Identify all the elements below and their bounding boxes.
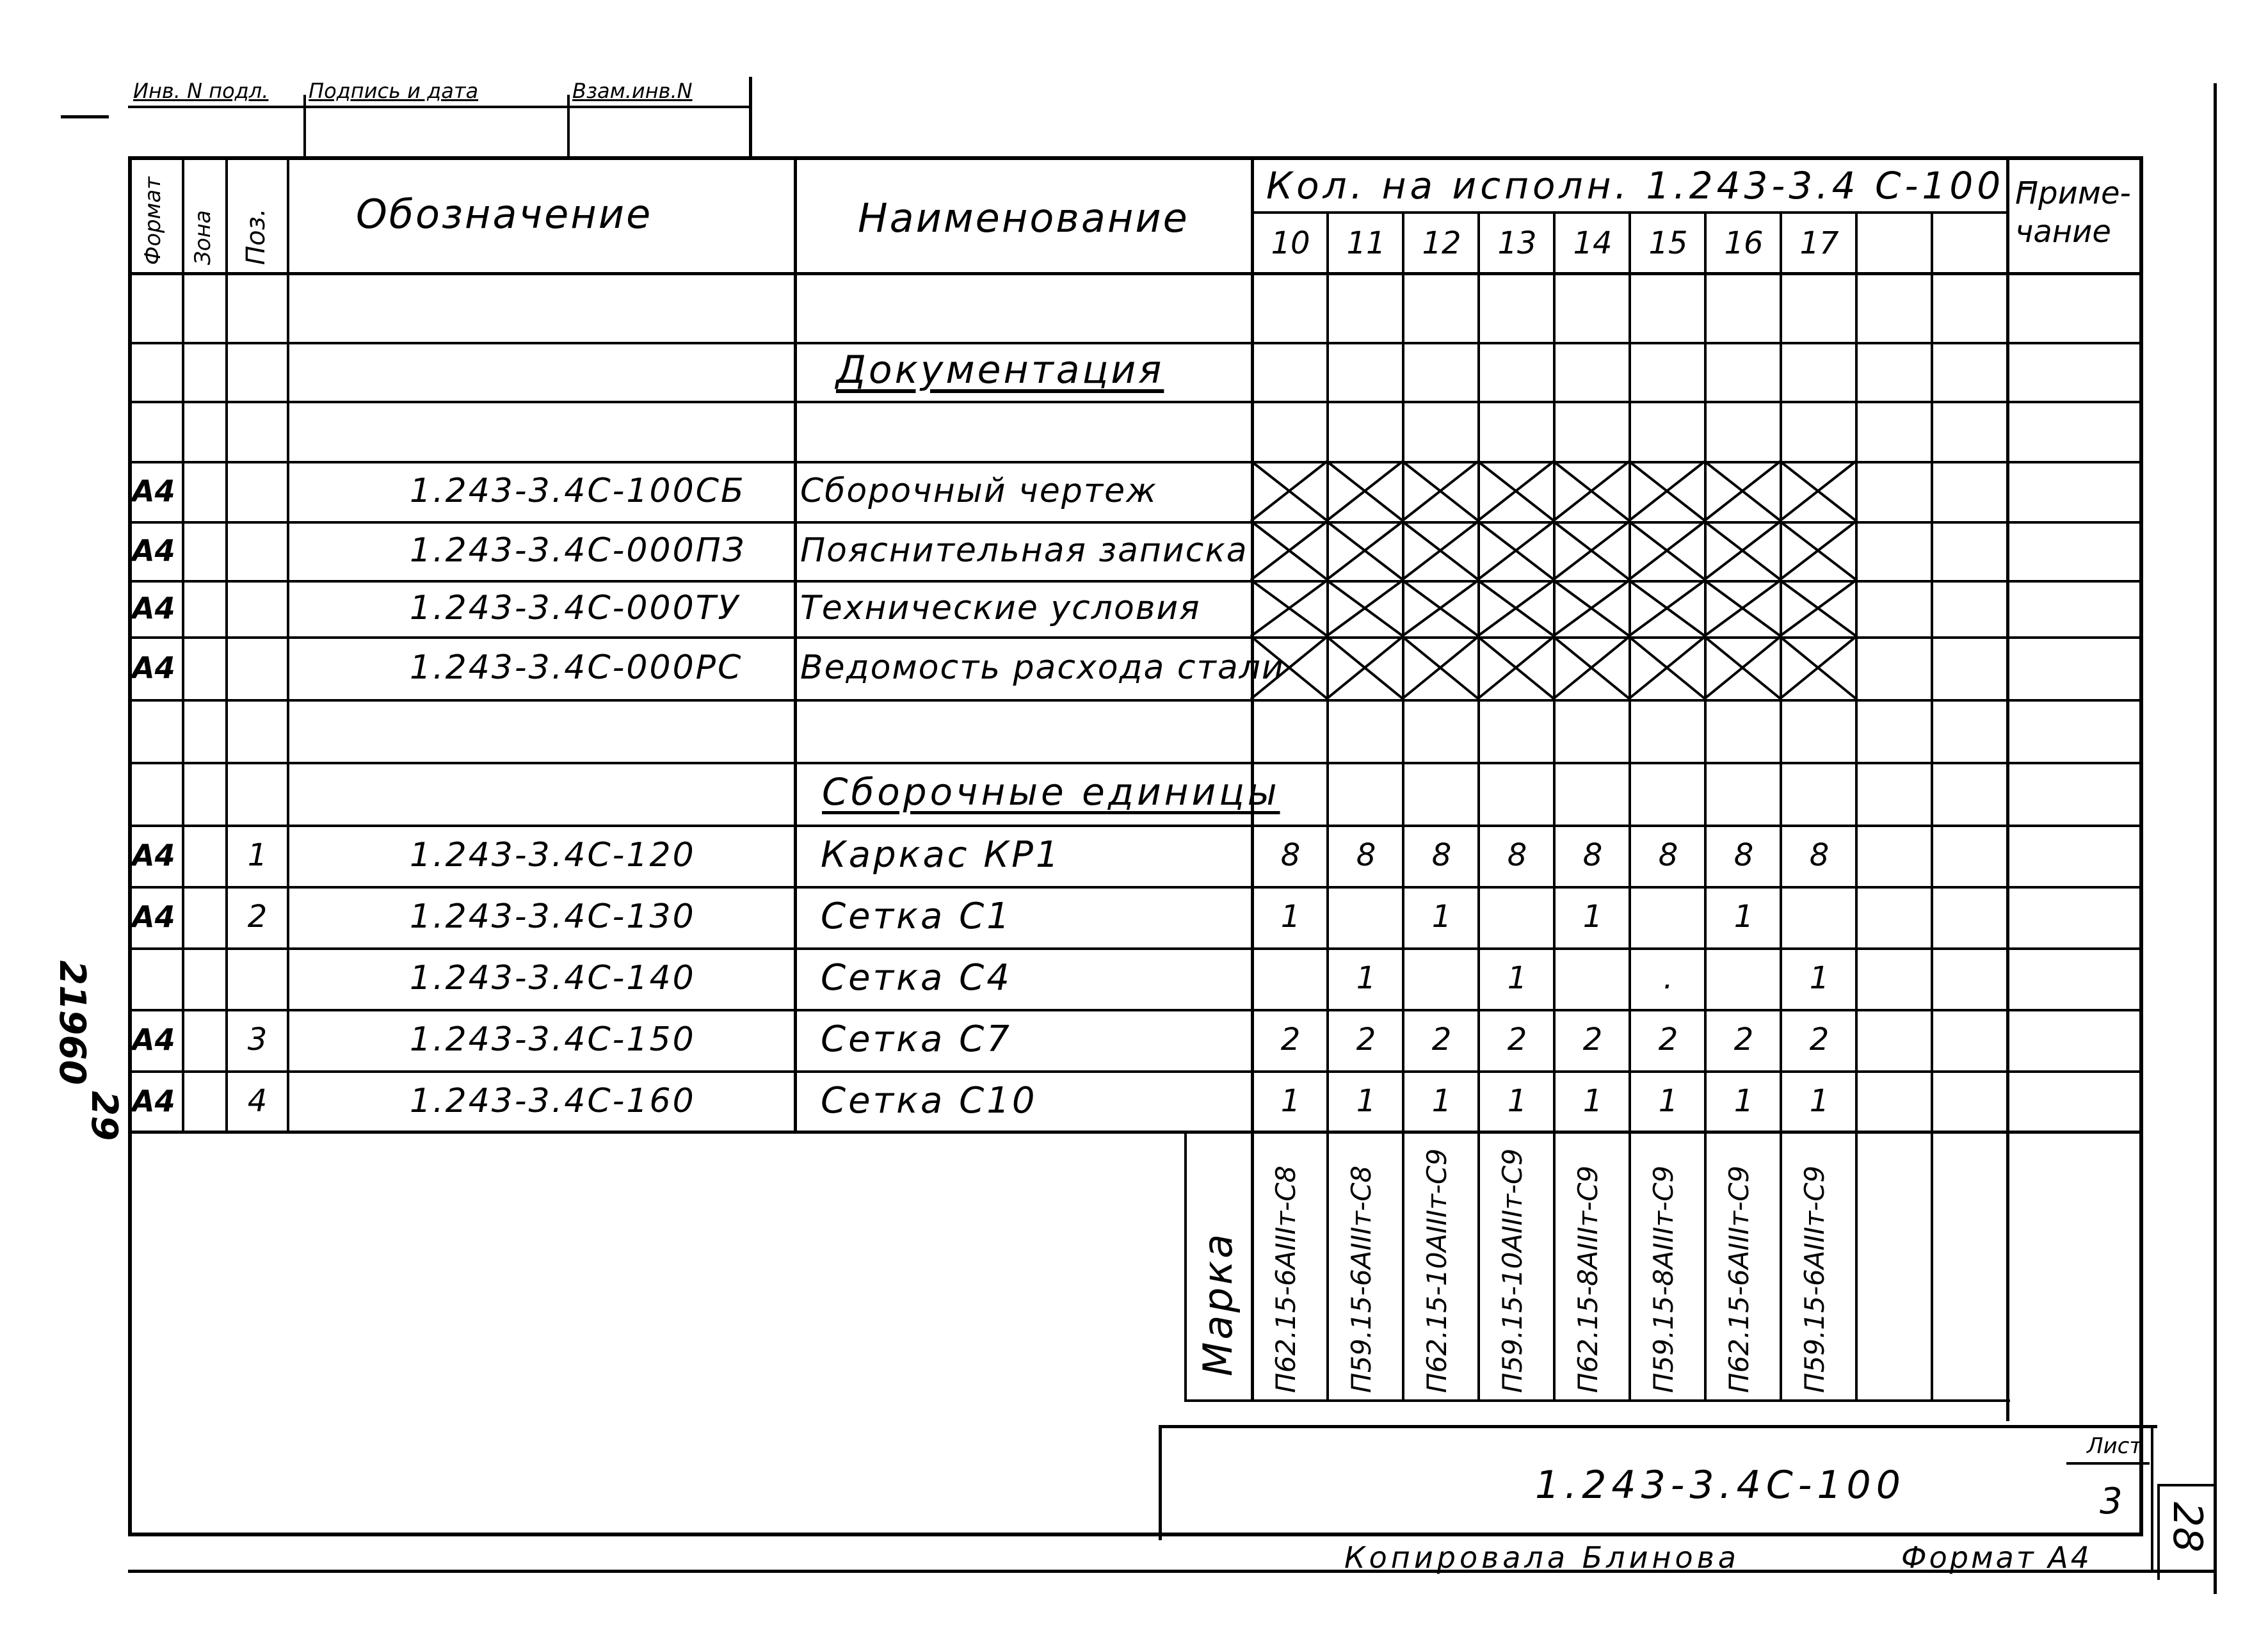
side-number: 29 <box>83 1091 125 1141</box>
unit-row-qty: 8 <box>1809 837 1830 873</box>
unit-row-pos: 1 <box>247 837 268 873</box>
unit-row-pos: 3 <box>247 1022 268 1058</box>
header-zone: Зона <box>190 210 216 265</box>
unit-row-name: Сетка С10 <box>821 1080 1038 1122</box>
doc-row-name: Ведомость расхода стали <box>800 648 1285 687</box>
marka-value: П59.15-8АIIIт-С9 <box>1648 1165 1679 1393</box>
archive-number: 21960 <box>51 960 93 1085</box>
unit-row-qty: 1 <box>1431 899 1452 935</box>
unit-row-qty: 8 <box>1356 837 1376 873</box>
unit-row-qty <box>1707 947 1781 1009</box>
marka-label: Марка <box>1194 1231 1241 1376</box>
unit-row-qty: 2 <box>1582 1022 1603 1058</box>
copied-by: Копировала Блинова <box>1344 1540 1740 1575</box>
marka-value: П59.15-6АIIIт-С8 <box>1346 1165 1377 1393</box>
doc-row-designation: 1.243-3.4С-100СБ <box>410 472 746 510</box>
unit-row-qty: 2 <box>1507 1022 1527 1058</box>
unit-row-qty <box>1480 886 1554 947</box>
stamp-sign-date: Подпись и дата <box>309 79 479 103</box>
sheet-number: 3 <box>2100 1481 2123 1522</box>
unit-row-name: Сетка С1 <box>821 896 1012 937</box>
unit-row-qty: 8 <box>1582 837 1603 873</box>
unit-row-name: Каркас КР1 <box>821 834 1061 876</box>
unit-row-designation: 1.243-3.4С-120 <box>410 836 696 874</box>
unit-row-qty: 8 <box>1431 837 1452 873</box>
unit-row-qty: 1 <box>1507 960 1527 996</box>
unit-row-format: А4 <box>132 1084 175 1118</box>
unit-row-qty: 2 <box>1733 1022 1754 1058</box>
variant-header-6: 15 <box>1648 225 1688 261</box>
section-assemblies: Сборочные единицы <box>822 770 1280 814</box>
unit-row-qty: 2 <box>1658 1022 1678 1058</box>
unit-row-format: А4 <box>132 899 175 934</box>
variant-header-8: 17 <box>1799 225 1839 261</box>
footer-format: Формат А4 <box>1901 1540 2092 1575</box>
variant-header-7: 16 <box>1724 225 1764 261</box>
header-name: Наименование <box>858 195 1189 241</box>
unit-row-pos: 4 <box>247 1083 268 1119</box>
stamp-inv-orig: Инв. N подл. <box>133 79 269 103</box>
unit-row-qty: 1 <box>1280 899 1301 935</box>
unit-row-qty: 1 <box>1356 960 1376 996</box>
unit-row-designation: 1.243-3.4С-160 <box>410 1082 696 1120</box>
doc-row-format: А4 <box>132 591 175 625</box>
doc-row-format: А4 <box>132 533 175 568</box>
marka-value: П59.15-10АIIIт-С9 <box>1497 1148 1528 1393</box>
header-format: Формат <box>140 177 166 265</box>
unit-row-name: Сетка С7 <box>821 1018 1012 1060</box>
unit-row-qty <box>1329 886 1403 947</box>
unit-row-qty <box>1631 886 1705 947</box>
unit-row-qty: 1 <box>1733 1083 1754 1119</box>
unit-row-qty: 8 <box>1507 837 1527 873</box>
unit-row-qty: 8 <box>1280 837 1301 873</box>
unit-row-format: А4 <box>132 838 175 873</box>
unit-row-pos: 2 <box>247 899 268 935</box>
variant-header-3: 12 <box>1422 225 1461 261</box>
variant-header-2: 11 <box>1346 225 1386 261</box>
marka-value: П62.15-6АIIIт-С8 <box>1270 1165 1301 1393</box>
unit-row-format <box>132 947 182 1009</box>
header-designation: Обозначение <box>356 191 653 237</box>
unit-row-pos <box>228 947 287 1009</box>
doc-code: 1.243-3.4С-100 <box>1535 1463 1906 1508</box>
unit-row-name: Сетка С4 <box>821 957 1012 999</box>
variant-header-1: 10 <box>1271 225 1310 261</box>
variant-header-4: 13 <box>1497 225 1537 261</box>
unit-row-qty: 1 <box>1507 1083 1527 1119</box>
unit-row-qty <box>1404 947 1479 1009</box>
unit-row-qty: 1 <box>1431 1083 1452 1119</box>
doc-row-designation: 1.243-3.4С-000РС <box>410 648 743 687</box>
unit-row-qty: 1 <box>1658 1083 1678 1119</box>
header-note: Приме-чание <box>2015 175 2131 250</box>
unit-row-qty <box>1253 947 1328 1009</box>
marka-value: П62.15-10АIIIт-С9 <box>1421 1148 1452 1393</box>
doc-row-name: Пояснительная записка <box>800 531 1248 570</box>
unit-row-qty: 1 <box>1582 1083 1603 1119</box>
marka-value: П62.15-6АIIIт-С9 <box>1723 1165 1755 1393</box>
unit-row-qty: 2 <box>1431 1022 1452 1058</box>
section-documentation: Документация <box>836 348 1164 392</box>
unit-row-qty: 1 <box>1809 1083 1830 1119</box>
doc-row-format: А4 <box>132 650 175 685</box>
header-pos: Поз. <box>241 208 271 265</box>
variant-header-5: 14 <box>1573 225 1613 261</box>
unit-row-qty: 2 <box>1356 1022 1376 1058</box>
unit-row-designation: 1.243-3.4С-130 <box>410 898 696 936</box>
marka-value: П62.15-8АIIIт-С9 <box>1572 1165 1604 1393</box>
unit-row-qty: 2 <box>1809 1022 1830 1058</box>
header-qty: Кол. на исполн. 1.243-3.4 С-100 - <box>1266 164 2038 207</box>
unit-row-qty: 1 <box>1733 899 1754 935</box>
unit-row-qty <box>1556 947 1630 1009</box>
doc-row-format: А4 <box>132 474 175 508</box>
page-number: 28 <box>2164 1502 2211 1552</box>
doc-row-designation: 1.243-3.4С-000ПЗ <box>410 531 746 570</box>
unit-row-qty: . <box>1663 960 1673 996</box>
doc-row-name: Сборочный чертеж <box>800 472 1157 510</box>
doc-row-designation: 1.243-3.4С-000ТУ <box>410 589 741 627</box>
unit-row-qty: 1 <box>1809 960 1830 996</box>
unit-row-qty: 2 <box>1280 1022 1301 1058</box>
unit-row-qty: 8 <box>1658 837 1678 873</box>
sheet-label: Лист <box>2087 1433 2143 1459</box>
doc-row-name: Технические условия <box>800 589 1201 627</box>
unit-row-designation: 1.243-3.4С-140 <box>410 959 696 997</box>
unit-row-designation: 1.243-3.4С-150 <box>410 1020 696 1059</box>
unit-row-format: А4 <box>132 1022 175 1057</box>
marka-value: П59.15-6АIIIт-С9 <box>1799 1165 1830 1393</box>
unit-row-qty: 1 <box>1280 1083 1301 1119</box>
unit-row-qty: 1 <box>1582 899 1603 935</box>
stamp-inv-repl: Взам.инв.N <box>572 79 693 103</box>
unit-row-qty: 8 <box>1733 837 1754 873</box>
unit-row-qty <box>1782 886 1856 947</box>
unit-row-qty: 1 <box>1356 1083 1376 1119</box>
